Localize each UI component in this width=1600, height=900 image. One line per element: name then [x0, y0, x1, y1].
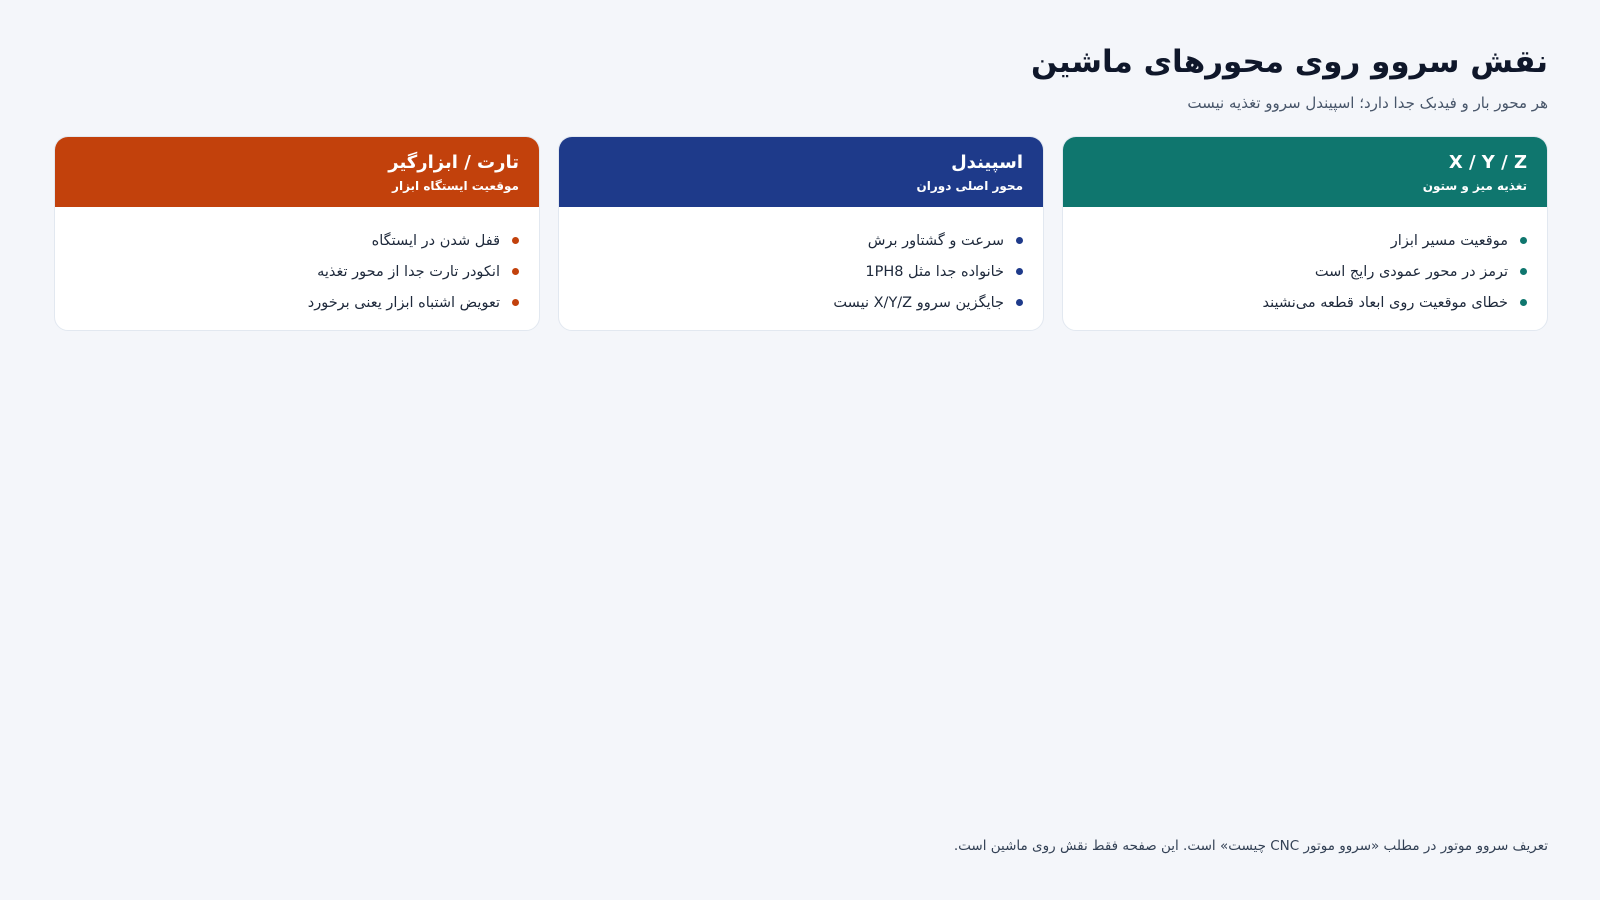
- card-header: [55, 137, 539, 207]
- card-list: [55, 207, 539, 318]
- list-item-text: قفل شدن در ایستگاه: [371, 232, 500, 249]
- list-item: [1083, 256, 1527, 287]
- bullet-dot-icon: [1016, 299, 1023, 306]
- card-header: [1063, 137, 1547, 207]
- bullet-dot-icon: [1016, 237, 1023, 244]
- footnote: تعریف سروو موتور در مطلب «سروو موتور CNC چیست» است. این صفحه فقط نقش روی ماشین است.: [953, 838, 1548, 854]
- bullet-dot-icon: [1520, 268, 1527, 275]
- page-subtitle: هر محور بار و فیدبک جدا دارد؛ اسپیندل سروو تغذیه نیست: [1187, 94, 1548, 112]
- list-item-text: موقعیت مسیر ابزار: [1390, 232, 1508, 249]
- card-turret: [54, 136, 540, 331]
- card-list: [1063, 207, 1547, 318]
- card-header: [559, 137, 1043, 207]
- list-item: [579, 256, 1023, 287]
- card-xyz-axes: [1062, 136, 1548, 331]
- bullet-dot-icon: [1520, 299, 1527, 306]
- list-item: [75, 225, 519, 256]
- card-title: X / Y / Z: [1448, 152, 1527, 173]
- card-list: [559, 207, 1043, 318]
- list-item-text: جایگزین سروو X/Y/Z نیست: [833, 294, 1004, 311]
- card-subtitle: محور اصلی دوران: [916, 179, 1023, 193]
- page-title: نقش سروو روی محورهای ماشین: [1030, 44, 1548, 80]
- list-item: [75, 256, 519, 287]
- list-item-text: تعویض اشتباه ابزار یعنی برخورد: [307, 294, 500, 311]
- list-item-text: سرعت و گشتاور برش: [867, 232, 1004, 249]
- list-item: [1083, 225, 1527, 256]
- list-item: [579, 225, 1023, 256]
- axis-cards: [52, 136, 1548, 331]
- list-item: [1083, 287, 1527, 318]
- bullet-dot-icon: [512, 299, 519, 306]
- list-item-text: انکودر تارت جدا از محور تغذیه: [317, 263, 500, 280]
- list-item-text: خطای موقعیت روی ابعاد قطعه می‌نشیند: [1262, 294, 1508, 311]
- card-subtitle: تغذیه میز و ستون: [1422, 179, 1527, 193]
- list-item-text: ترمز در محور عمودی رایج است: [1314, 263, 1508, 280]
- list-item-text: خانواده جدا مثل 1PH8: [865, 263, 1004, 280]
- card-title: تارت / ابزارگیر: [388, 152, 519, 173]
- bullet-dot-icon: [512, 237, 519, 244]
- bullet-dot-icon: [1520, 237, 1527, 244]
- bullet-dot-icon: [512, 268, 519, 275]
- card-title: اسپیندل: [951, 152, 1023, 173]
- card-subtitle: موقعیت ایستگاه ابزار: [392, 179, 519, 193]
- bullet-dot-icon: [1016, 268, 1023, 275]
- list-item: [579, 287, 1023, 318]
- card-spindle: [558, 136, 1044, 331]
- list-item: [75, 287, 519, 318]
